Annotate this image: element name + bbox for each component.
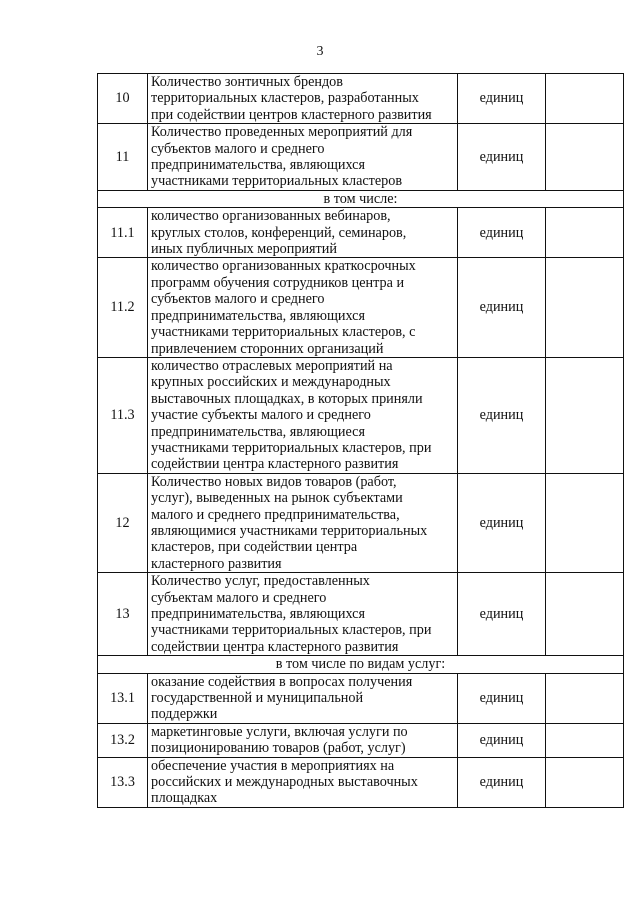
description-line: иных публичных мероприятий — [151, 241, 337, 258]
description-line: количество отраслевых мероприятий на — [151, 357, 393, 374]
indicator-description — [148, 757, 458, 807]
indicator-description — [148, 357, 458, 473]
value-cell — [546, 124, 624, 191]
description-line: субъектов малого и среднего — [151, 291, 325, 308]
description-line: субъектам малого и среднего — [151, 589, 327, 606]
description-line: кластерного развития — [151, 555, 282, 572]
row-number: 11.3 — [98, 357, 148, 473]
description-line: поддержки — [151, 706, 218, 723]
description-line: Количество услуг, предоставленных — [151, 573, 370, 590]
description-line: кластеров, при содействии центра — [151, 539, 358, 556]
description-line: оказание содействия в вопросах получения — [151, 673, 413, 690]
table-row — [98, 208, 624, 258]
description-line: субъектов малого и среднего — [151, 140, 325, 157]
description-line: программ обучения сотрудников центра и — [151, 274, 405, 291]
description-line: маркетинговые услуги, включая услуги по — [151, 723, 408, 740]
description-line: российских и международных выставочных — [151, 774, 418, 791]
description-line: предпринимательства, являющиеся — [151, 423, 365, 440]
description-line: количество организованных краткосрочных — [151, 258, 416, 275]
indicators-table — [97, 73, 624, 808]
description-line: Количество новых видов товаров (работ, — [151, 473, 397, 490]
description-line: Количество зонтичных брендов — [151, 74, 343, 90]
value-cell — [546, 208, 624, 258]
value-cell — [546, 473, 624, 572]
description-line: малого и среднего предпринимательства, — [151, 506, 400, 523]
unit-cell: единиц — [458, 573, 546, 656]
table-row — [98, 124, 624, 191]
description-line: обеспечение участия в мероприятиях на — [151, 757, 395, 774]
unit-cell: единиц — [458, 673, 546, 723]
description-line: Количество проведенных мероприятий для — [151, 124, 413, 141]
value-cell — [546, 357, 624, 473]
indicator-description — [148, 74, 458, 124]
row-number: 11.2 — [98, 258, 148, 357]
table-row — [98, 258, 624, 357]
indicator-description — [148, 573, 458, 656]
table-row — [98, 757, 624, 807]
unit-cell: единиц — [458, 258, 546, 357]
description-line: предпринимательства, являющихся — [151, 157, 366, 174]
indicator-description — [148, 124, 458, 191]
unit-cell: единиц — [458, 124, 546, 191]
page-number: 3 — [316, 44, 324, 59]
description-line: государственной и муниципальной — [151, 690, 364, 707]
unit-cell: единиц — [458, 473, 546, 572]
description-line: участниками территориальных кластеров, с — [151, 324, 416, 341]
description-line: при содействии центров кластерного развития — [151, 106, 432, 123]
table-row — [98, 573, 624, 656]
description-line: участниками территориальных кластеров, при — [151, 622, 432, 639]
table-row — [98, 673, 624, 723]
indicator-description — [148, 208, 458, 258]
row-number: 11.1 — [98, 208, 148, 258]
table-row — [98, 473, 624, 572]
description-line: территориальных кластеров, разработанных — [151, 90, 419, 107]
description-line: участниками территориальных кластеров — [151, 173, 403, 190]
section-header: в том числе: — [98, 190, 624, 207]
description-line: площадках — [151, 790, 218, 807]
description-line: содействии центра кластерного развития — [151, 638, 399, 655]
description-line: предпринимательства, являющихся — [151, 307, 366, 324]
unit-cell: единиц — [458, 357, 546, 473]
row-number: 12 — [98, 473, 148, 572]
table-row — [98, 723, 624, 757]
value-cell — [546, 673, 624, 723]
value-cell — [546, 723, 624, 757]
section-header-row — [98, 656, 624, 673]
indicator-description — [148, 258, 458, 357]
description-line: предпринимательства, являющихся — [151, 606, 366, 622]
unit-cell: единиц — [458, 208, 546, 258]
description-line: позиционированию товаров (работ, услуг) — [151, 740, 406, 757]
description-line: участие субъекты малого и среднего — [151, 407, 371, 424]
description-line: содействии центра кластерного развития — [151, 456, 399, 473]
indicator-description — [148, 673, 458, 723]
description-line: выставочных площадках, в которых приняли — [151, 390, 423, 407]
description-line: количество организованных вебинаров, — [151, 208, 391, 225]
unit-cell: единиц — [458, 74, 546, 124]
value-cell — [546, 573, 624, 656]
row-number: 13.3 — [98, 757, 148, 807]
description-line: привлечением сторонних организаций — [151, 340, 384, 357]
indicator-description — [148, 723, 458, 757]
description-line: являющимися участниками территориальных — [151, 522, 428, 539]
indicator-description — [148, 473, 458, 572]
description-line: крупных российских и международных — [151, 374, 391, 391]
table-row — [98, 357, 624, 473]
row-number: 13.1 — [98, 673, 148, 723]
section-header-row — [98, 190, 624, 207]
section-header: в том числе по видам услуг: — [98, 656, 624, 673]
description-line: услуг), выведенных на рынок субъектами — [151, 490, 403, 507]
value-cell — [546, 74, 624, 124]
unit-cell: единиц — [458, 723, 546, 757]
row-number: 13.2 — [98, 723, 148, 757]
description-line: участниками территориальных кластеров, при — [151, 439, 432, 456]
description-line: круглых столов, конференций, семинаров, — [151, 224, 407, 241]
table-row — [98, 74, 624, 124]
value-cell — [546, 757, 624, 807]
row-number: 11 — [98, 124, 148, 191]
row-number: 13 — [98, 573, 148, 656]
row-number: 10 — [98, 74, 148, 124]
unit-cell: единиц — [458, 757, 546, 807]
value-cell — [546, 258, 624, 357]
